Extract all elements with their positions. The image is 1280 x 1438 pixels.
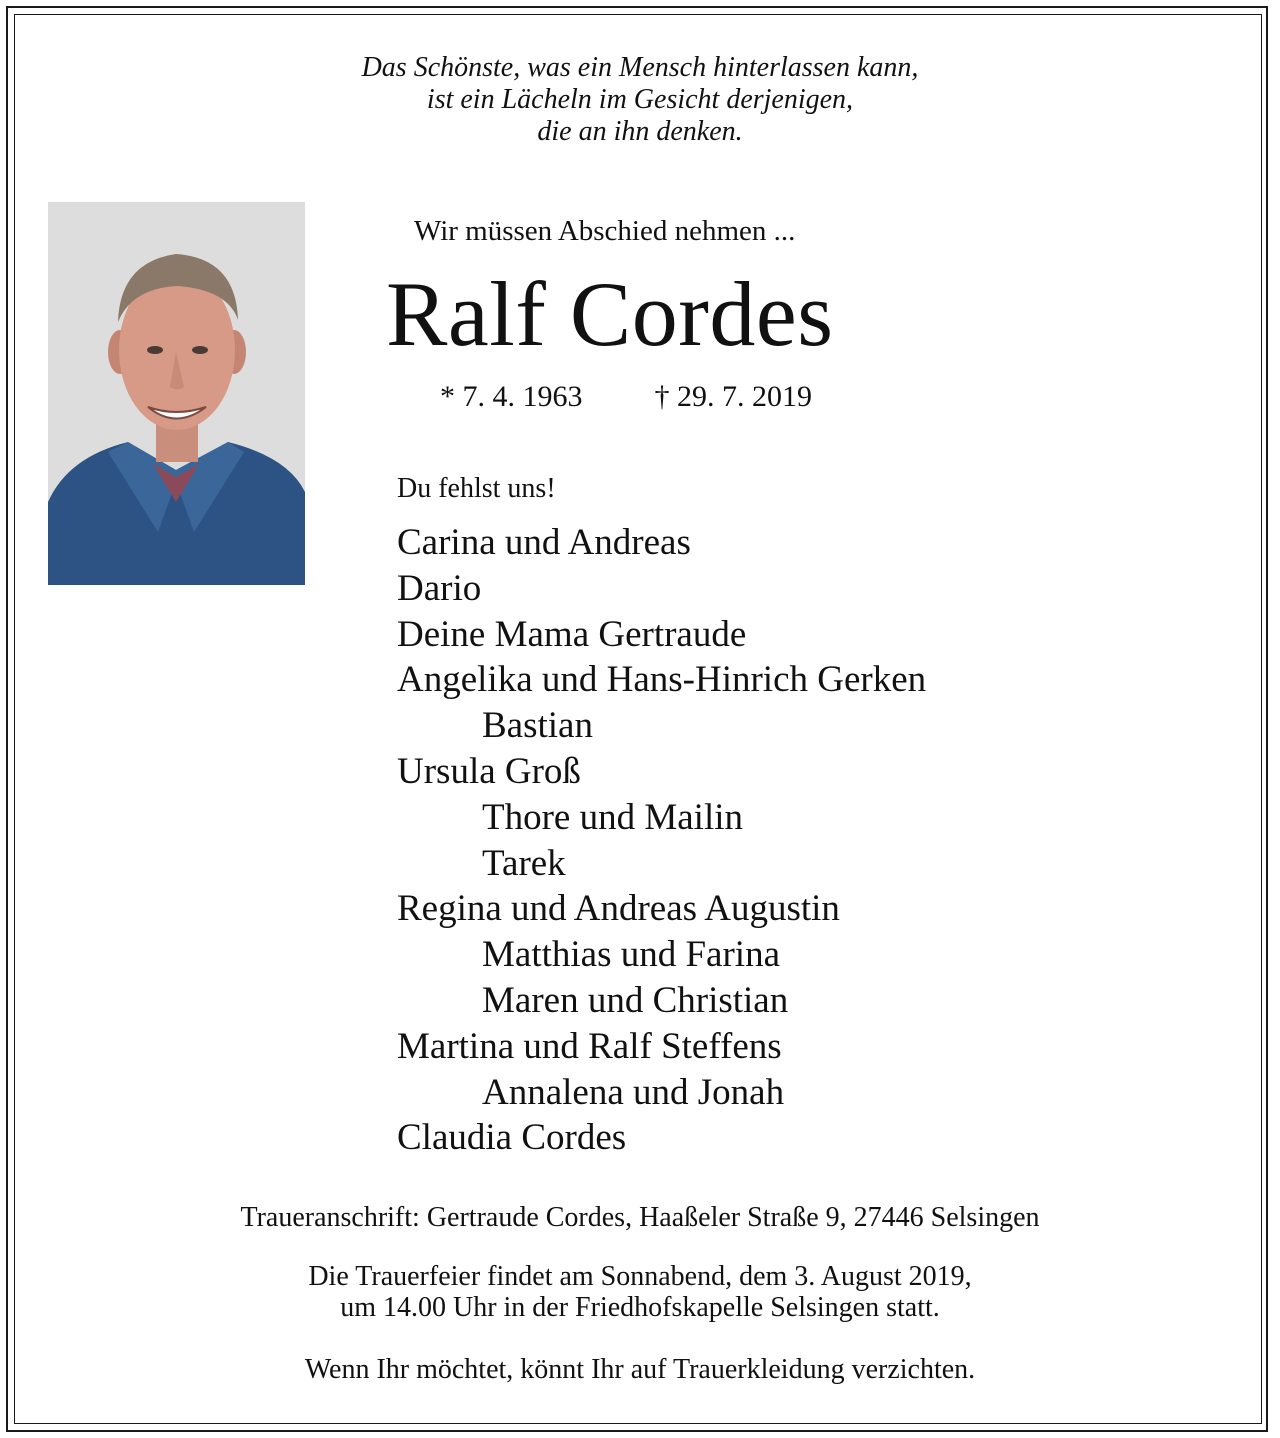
- quote-line: die an ihn denken.: [537, 116, 743, 147]
- portrait-photo: [48, 202, 305, 585]
- memorial-quote: [0, 52, 1280, 148]
- mourner-entry: Martina und Ralf Steffens: [397, 1025, 782, 1067]
- birth-date: * 7. 4. 1963: [440, 380, 583, 413]
- mourner-entry: Claudia Cordes: [397, 1117, 627, 1159]
- mourner-entry: Maren und Christian: [482, 979, 789, 1021]
- mourner-entry: Carina und Andreas: [397, 522, 691, 563]
- mourner-entry: Annalena und Jonah: [482, 1071, 785, 1113]
- portrait-illustration: [48, 202, 305, 585]
- quote-line: ist ein Lächeln im Gesicht derjenigen,: [426, 84, 854, 115]
- mourner-entry: Dario: [397, 567, 482, 609]
- quote-line: Das Schönste, was ein Mensch hinterlassen kann,: [361, 52, 919, 83]
- mourner-entry: Bastian: [482, 705, 593, 747]
- mourner-entry: Matthias und Farina: [482, 934, 781, 976]
- death-date: † 29. 7. 2019: [654, 380, 812, 413]
- deceased-name: Ralf Cordes: [386, 263, 834, 365]
- mourning-address: Traueranschrift: Gertraude Cordes, Haaßeler Straße 9, 27446 Selsingen: [240, 1202, 1040, 1233]
- farewell-intro: Wir müssen Abschied nehmen ...: [414, 215, 796, 247]
- mourner-entry: Tarek: [482, 842, 566, 884]
- dress-code-note: Wenn Ihr möchtet, könnt Ihr auf Trauerkleidung verzichten.: [304, 1354, 976, 1385]
- mourners-list: [397, 520, 926, 1161]
- life-dates: [440, 378, 812, 416]
- mourner-entry: Deine Mama Gertraude: [397, 613, 747, 655]
- mourner-entry: Regina und Andreas Augustin: [397, 888, 840, 930]
- mourner-entry: Angelika und Hans-Hinrich Gerken: [397, 659, 927, 701]
- mourner-entry: Ursula Groß: [397, 750, 581, 792]
- miss-you-text: Du fehlst uns!: [397, 473, 556, 504]
- mourner-entry: Thore und Mailin: [482, 796, 744, 838]
- service-line: Die Trauerfeier findet am Sonnabend, dem 3. August 2019,: [308, 1261, 972, 1292]
- service-line: um 14.00 Uhr in der Friedhofskapelle Selsingen statt.: [340, 1292, 940, 1323]
- service-info: [0, 1261, 1280, 1323]
